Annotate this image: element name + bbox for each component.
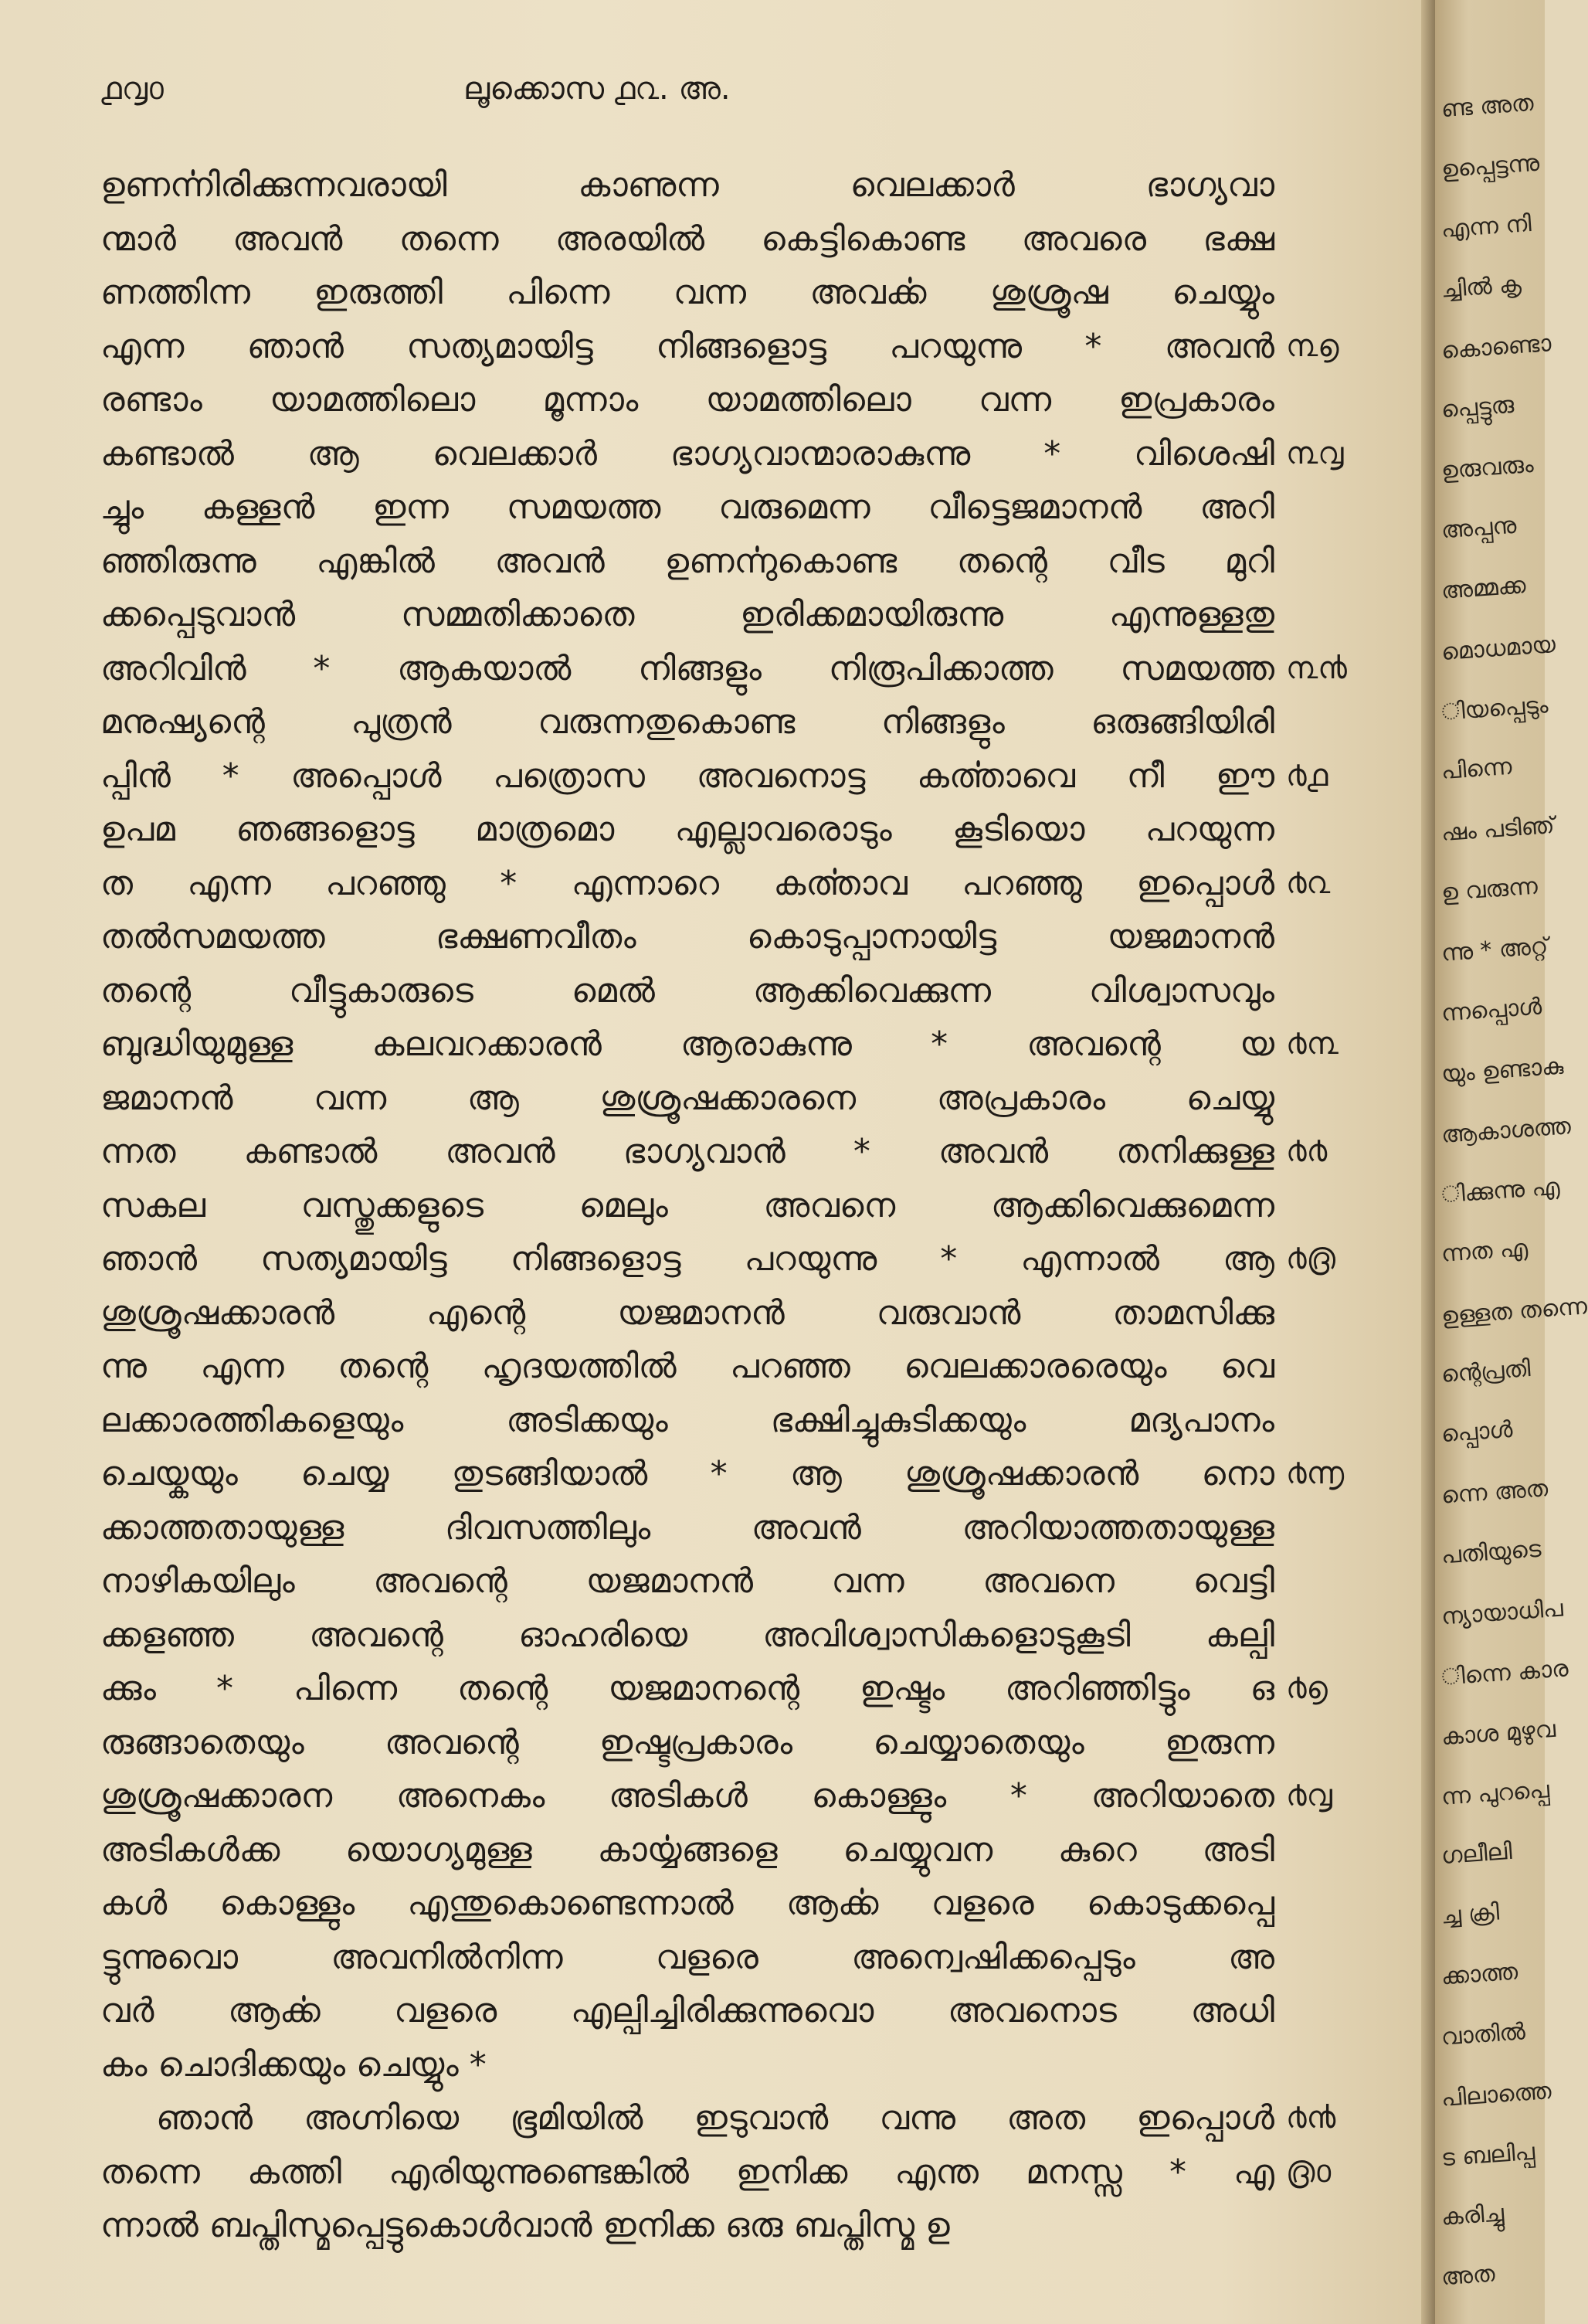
text-line: ക്കാത്തതായുള്ള ദിവസത്തിലും അവൻ അറിയാത്തതായുള്ള [100, 1507, 1274, 1548]
adjacent-page-fragment: ഗലീലി [1440, 1837, 1513, 1870]
adjacent-page-fragment: ണ്ട അത [1440, 89, 1535, 124]
text-line: മനുഷ്യന്റെ പുത്രൻ വരുന്നതുകൊണ്ട നിങ്ങളും ഒരുങ്ങിയിരി [100, 702, 1274, 742]
adjacent-page-fragment: ഉപ്പെട്ടന്നു [1440, 149, 1541, 184]
text-line: ഞ്ഞിരുന്നു എങ്കിൽ അവൻ ഉണൎന്നുകൊണ്ട തന്റെ വീട മുറി [100, 541, 1274, 581]
text-line: ശുശ്രൂഷക്കാരന അനെകം അടികൾ കൊള്ളും * അറിയാതെ [100, 1776, 1274, 1816]
adjacent-page-fragment: പ്പൊൾ [1440, 1415, 1514, 1449]
text-line: തന്റെ വീട്ടുകാരുടെ മെൽ ആക്കിവെക്കുന്ന വിശ്വാസവും [100, 970, 1274, 1011]
verse-number: ൩൯ [1286, 650, 1347, 686]
adjacent-page-fragment: പതിയുടെ [1440, 1535, 1542, 1570]
text-line: ന്മാർ അവൻ തന്നെ അരയിൽ കെട്ടികൊണ്ട അവരെ ഭക്ഷ [100, 219, 1274, 259]
text-line: തൽസമയത്ത ഭക്ഷണവീതം കൊടുപ്പാനായിട്ട യജമാനൻ [100, 917, 1274, 956]
verse-number: ൪൧ [1286, 757, 1328, 793]
adjacent-page-fragment: ച്ചിൽ കൃ [1440, 270, 1522, 304]
adjacent-page-fragment: ഉ വരുന്ന [1440, 872, 1539, 907]
text-line: നാഴികയിലും അവന്റെ യജമാനൻ വന്ന അവനെ വെട്ടി [100, 1561, 1274, 1601]
text-line: എന്ന ഞാൻ സത്യമായിട്ട നിങ്ങളൊട്ട പറയുന്നു * അവൻ [100, 326, 1274, 366]
text-line: ന്നാൽ ബപ്തിസ്മപ്പെട്ടുകൊൾവാൻ ഇനിക്ക ഒരു ബപ്തിസ്മ ഉ [100, 2206, 950, 2245]
verse-number: ൫൦ [1286, 2153, 1332, 2190]
adjacent-page-fragment: കരിച്ചു [1440, 2200, 1505, 2231]
page-header [100, 71, 1259, 117]
text-line: അടികൾക്ക യൊഗ്യമുള്ള കാൎയ്യങ്ങളെ ചെയ്യുവന കുറെ അടി [100, 1830, 1274, 1870]
body-text [100, 158, 1274, 2253]
adjacent-page-fragment: ഉരുവരും [1440, 450, 1535, 485]
adjacent-page-fragment: ക്കാത്ത [1440, 1958, 1519, 1991]
text-line: ന്നത കണ്ടാൽ അവൻ ഭാഗ്യവാൻ * അവൻ തനിക്കുള്ള [100, 1132, 1274, 1171]
text-line: ഉപമ ഞങ്ങളൊട്ട മാത്രമൊ എല്ലാവരൊടും കൂടിയൊ പറയുന്ന [100, 810, 1274, 849]
text-line: ഞാൻ സത്യമായിട്ട നിങ്ങളൊട്ട പറയുന്നു * എന്നാൽ ആ [100, 1239, 1274, 1279]
text-line: രുങ്ങാതെയും അവന്റെ ഇഷ്ടപ്രകാരം ചെയ്യാതെയും ഇരുന്ന [100, 1722, 1274, 1762]
adjacent-page-fragment: പിന്നെ [1440, 753, 1513, 786]
adjacent-page-fragment: ഷം പടിഞ് [1440, 811, 1556, 848]
adjacent-page-fragment: അപ്പനു [1440, 511, 1518, 545]
adjacent-page-fragment: ന്റെപ്രതി [1440, 1355, 1532, 1388]
text-line: രണ്ടാം യാമത്തിലൊ മൂന്നാം യാമത്തിലൊ വന്ന ഇപ്രകാരം [100, 380, 1274, 420]
adjacent-page-fragment: ച്ച ക്രി [1440, 1898, 1501, 1930]
adjacent-page-fragment: ിയപ്പെടും [1440, 691, 1549, 726]
adjacent-page-fragment: അത [1440, 2260, 1496, 2292]
text-line: സകല വസ്തുക്കളുടെ മെലും അവനെ ആക്കിവെക്കുമെന്ന [100, 1185, 1274, 1225]
text-line: വർ ആൎക്ക വളരെ എല്പിച്ചിരിക്കുന്നുവൊ അവനൊട അധി [100, 1991, 1274, 2030]
text-line: ച്ചും കള്ളൻ ഇന്ന സമയത്ത വരുമെന്ന വീട്ടെജമാനൻ അറി [100, 488, 1274, 527]
adjacent-page-fragment: കാശ മുഴുവ [1440, 1715, 1557, 1751]
adjacent-page-fragment: ിക്കുന്നു എ [1440, 1173, 1561, 1209]
verse-number: ൪൫ [1286, 1241, 1335, 1276]
text-line: തന്നെ കത്തി എരിയുന്നുണ്ടെങ്കിൽ ഇനിക്ക എന്ത മനസ്സ * എ [100, 2152, 1274, 2192]
adjacent-page-fragment: ന്യായാധിപ [1440, 1595, 1564, 1631]
text-line: ഉണൎന്നിരിക്കുന്നവരായി കാണുന്ന വെലക്കാർ ഭാഗ്യവാ [100, 165, 1274, 205]
adjacent-page-fragment: ന്നത എ [1440, 1235, 1529, 1268]
text-line: ക്കും * പിന്നെ തന്റെ യജമാനന്റെ ഇഷ്ടം അറിഞ്ഞിട്ടും ഒ [100, 1669, 1274, 1708]
verse-number: ൪൨ [1286, 865, 1331, 901]
text-line: കൾ കൊള്ളും എന്തുകൊണ്ടെന്നാൽ ആൎക്ക വളരെ കൊടുക്കപ്പെ [100, 1884, 1274, 1923]
adjacent-page-fragment: മൊധമായ [1440, 630, 1557, 667]
adjacent-page-fragment: എന്ന നി [1440, 209, 1532, 244]
text-line: അറിവിൻ * ആകയാൽ നിങ്ങളും നിരൂപിക്കാത്ത സമയത്ത [100, 648, 1274, 688]
running-title: ലൂക്കൊസ ൧൨. അ. [463, 71, 731, 107]
verse-number: ൪൭ [1286, 1670, 1328, 1706]
text-line: ജമാനൻ വന്ന ആ ശുശ്രൂഷക്കാരനെ അപ്രകാരം ചെയ്യു [100, 1078, 1274, 1118]
adjacent-page-fragment: ട ബലിപ്പ [1440, 2138, 1536, 2173]
verse-number: ൪൪ [1286, 1133, 1328, 1169]
adjacent-page-fragment: പിലാത്തെ [1440, 2078, 1552, 2112]
text-line: ത എന്ന പറഞ്ഞു * എന്നാറെ കൎത്താവ പറഞ്ഞു ഇപ്പൊൾ [100, 863, 1274, 903]
adjacent-page-fragment: പ്പെട്ടുരു [1440, 391, 1515, 424]
verse-number: ൪൩ [1286, 1026, 1339, 1062]
text-line: ബുദ്ധിയുമുള്ള കലവറക്കാരൻ ആരാകുന്നു * അവന്റെ യ [100, 1024, 1274, 1064]
text-line: ഞാൻ അഗ്നിയെ ഭൂമിയിൽ ഇടുവാൻ വന്നു അത ഇപ്പൊൾ [156, 2098, 1274, 2138]
text-line: പ്പിൻ * അപ്പൊൾ പത്രൊസ അവനൊട്ട കൎത്താവെ നീ ഈ [100, 756, 1274, 796]
text-line: ക്കപ്പെടുവാൻ സമ്മതിക്കാതെ ഇരിക്കമായിരുന്നു എന്നുള്ളതു [100, 595, 1274, 634]
text-line: ട്ടുന്നുവൊ അവനിൽനിന്ന വളരെ അന്വെഷിക്കപ്പെടും അ [100, 1937, 1274, 1977]
adjacent-page-fragment: ആകാശത്ത [1440, 1113, 1572, 1149]
adjacent-page-fragment: വാതിൽ [1440, 2018, 1526, 2051]
text-line: ലക്കാരത്തികളെയും അടിക്കയും ഭക്ഷിച്ചുകുടിക്കയും മദ്യപാനം [100, 1400, 1274, 1440]
adjacent-page-fragment: ന്ന പുറപ്പെ [1440, 1776, 1551, 1811]
text-line: ക്കളഞ്ഞ അവന്റെ ഓഹരിയെ അവിശ്വാസികളൊടുകൂടി കല്പി [100, 1615, 1274, 1655]
adjacent-page-fragment: അമ്മക്ക [1440, 572, 1527, 605]
text-line: ശുശ്രൂഷക്കാരൻ എന്റെ യജമാനൻ വരുവാൻ താമസിക്കു [100, 1293, 1274, 1333]
adjacent-page-fragment: ഉള്ളത തന്നെ [1440, 1293, 1588, 1330]
text-line: ന്നു എന്ന തന്റെ ഹൃദയത്തിൽ പറഞ്ഞ വെലക്കാരരെയും വെ [100, 1347, 1274, 1386]
verse-number: ൩൮ [1286, 435, 1344, 471]
text-line: ണത്തിന്ന ഇരുത്തി പിന്നെ വന്ന അവൎക്ക ശുശ്രൂഷ ചെയ്യും [100, 273, 1274, 312]
verse-number: ൪൯ [1286, 2100, 1336, 2135]
text-line: കം ചൊദിക്കയും ചെയ്യും * [100, 2044, 487, 2084]
adjacent-page-fragment: ന്നു * അറ്റ് [1440, 933, 1549, 967]
adjacent-page-edge [1435, 0, 1588, 2324]
adjacent-page-fragment: ന്നപ്പൊൾ [1440, 993, 1543, 1028]
verse-number: ൪൬ [1286, 1456, 1345, 1491]
verse-number: ൪൮ [1286, 1778, 1332, 1813]
book-gutter [1421, 0, 1435, 2324]
adjacent-page-fragment: കൊണ്ടൊ [1440, 330, 1552, 365]
text-line: ചെയ്കയും ചെയ്യ തുടങ്ങിയാൽ * ആ ശുശ്രൂഷക്കാരൻ നൊ [100, 1454, 1274, 1493]
text-line: കണ്ടാൽ ആ വെലക്കാർ ഭാഗ്യവാന്മാരാകുന്നു * വിശെഷി [100, 433, 1274, 474]
verse-number: ൩൭ [1286, 328, 1339, 364]
adjacent-page-fragment: ന്നെ അത [1440, 1475, 1549, 1510]
adjacent-page-fragment: ിന്നെ കാര [1440, 1655, 1569, 1691]
adjacent-page-fragment: യും ഉണ്ടാകു [1440, 1052, 1565, 1089]
page-number: ൧൮൦ [100, 71, 164, 107]
